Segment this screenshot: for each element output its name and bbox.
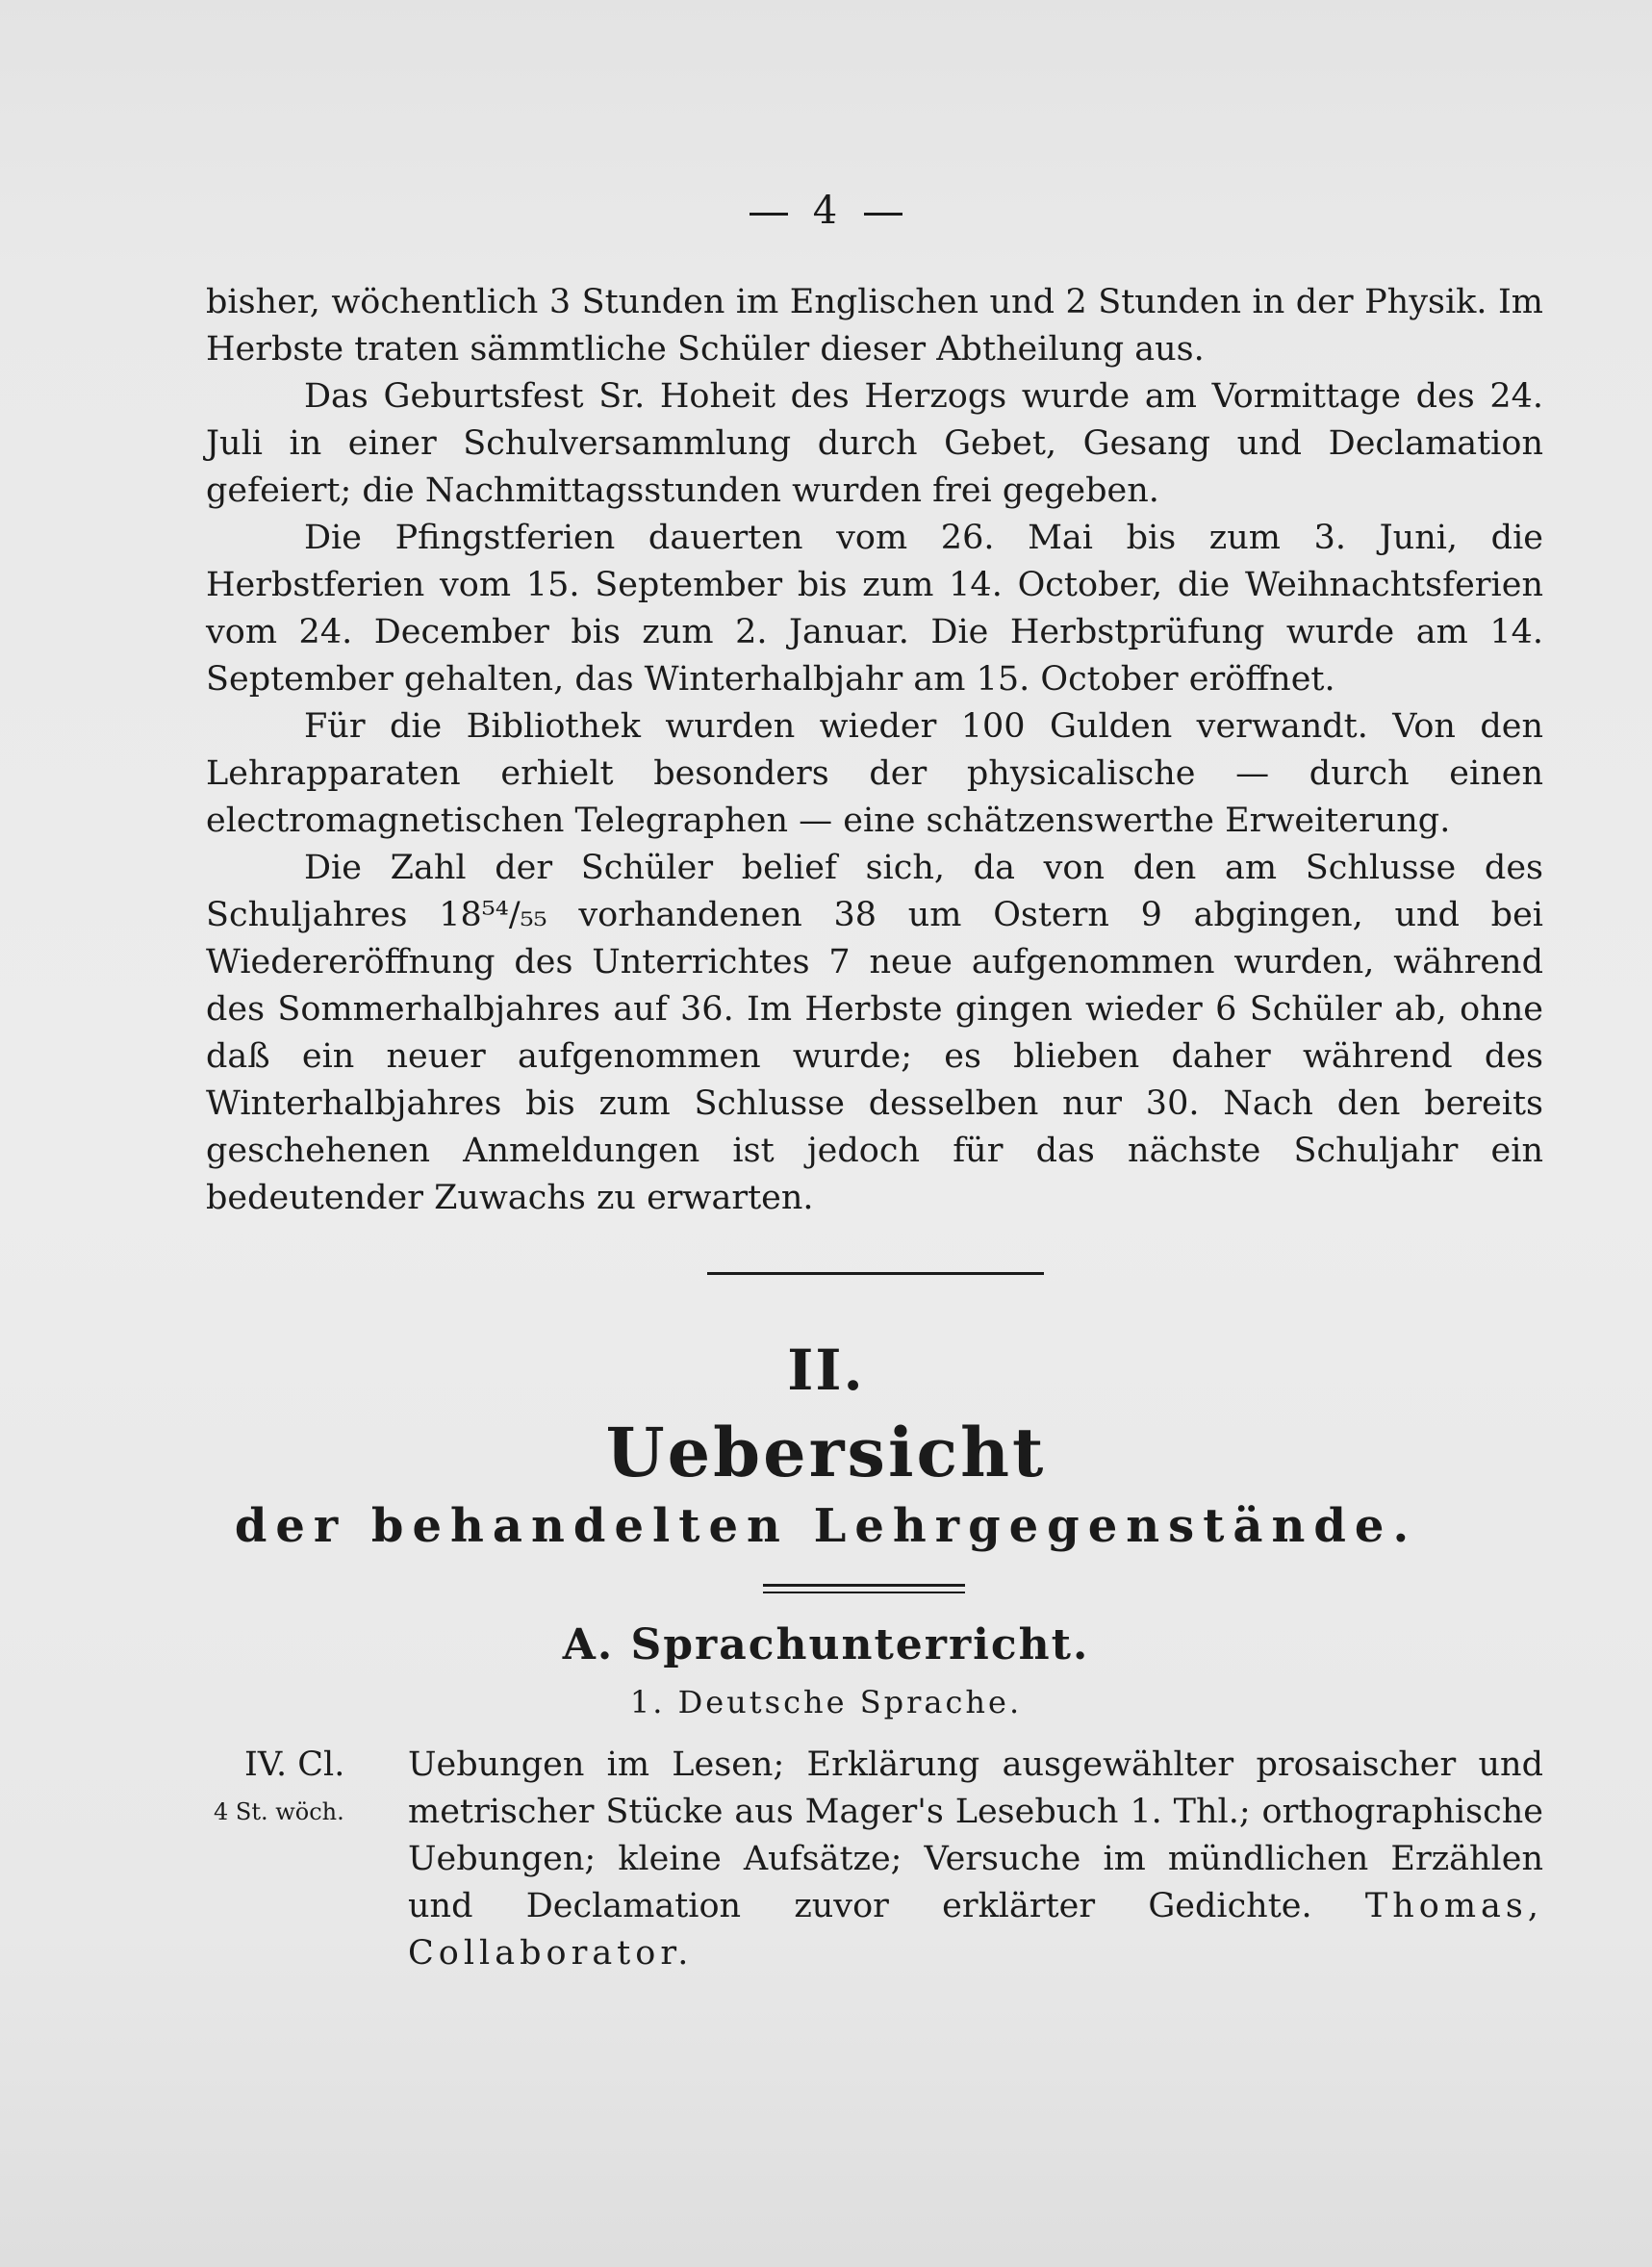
class-label: IV. Cl. — [244, 1745, 345, 1784]
teacher-signature: Thomas, Collaborator. — [408, 1887, 1543, 1973]
section-subtitle: der behandelten Lehrgegenstände. — [234, 1499, 1418, 1553]
paragraph-physics: bisher, wöchentlich 3 Stunden im Englischen und 2 Stunden in der Physik. Im Herbste traten sämmtliche Schüler dieser Abtheilung aus. — [206, 283, 1543, 369]
body-text — [206, 279, 1543, 1222]
paragraph-students: Die Zahl der Schüler belief sich, da von den am Schlusse des Schuljahres 18⁵⁴/₅₅ vorhandenen 38 um Ostern 9 abgingen, und bei Wiedereröffnung des Unterrichtes 7 neue aufgenommen wurden, während des Sommerhalbjahres auf 36. Im Herbste gingen wieder 6 Schüler ab, ohne daß ein neuer aufgenommen wurde; es blieben daher während des Winterhalbjahres bis zum Schlusse desselben nur 30. Nach den bereits geschehenen Anmeldungen ist jedoch für das nächste Schuljahr ein bedeutender Zuwachs zu erwarten. — [206, 849, 1543, 1217]
section-number: II. — [787, 1337, 865, 1403]
paragraph-holidays: Die Pfingstferien dauerten vom 26. Mai bis zum 3. Juni, die Herbstferien vom 15. September bis zum 14. October, die Weihnachtsferien vom 24. December bis zum 2. Januar. Die Herbstprüfung wurde am 14. September gehalten, das Winterhalbjahr am 15. October eröffnet. — [206, 519, 1543, 699]
paragraph-library: Für die Bibliothek wurden wieder 100 Gulden verwandt. Von den Lehrapparaten erhielt besonders der physicalische — durch einen electromagnetischen Telegraphen — eine schätzenswerthe Erweiterung. — [206, 707, 1543, 840]
subsection-subheading: 1. Deutsche Sprache. — [629, 1684, 1023, 1720]
right-dash — [864, 213, 902, 216]
subsection-heading: A. Sprachunterricht. — [562, 1620, 1090, 1669]
section-divider — [707, 1272, 1044, 1275]
class-hours: 4 St. wöch. — [214, 1798, 344, 1825]
left-dash — [750, 213, 788, 216]
double-rule — [763, 1584, 965, 1593]
class-entry-text — [408, 1742, 1543, 1977]
section-title: Uebersicht — [605, 1413, 1047, 1492]
page-number — [0, 189, 1652, 233]
paragraph-birthday: Das Geburtsfest Sr. Hoheit des Herzogs wurde am Vormittage des 24. Juli in einer Schulversammlung durch Gebet, Gesang und Declamation gefeiert; die Nachmittagsstunden wurden frei gegeben. — [206, 377, 1543, 510]
page-number-value: 4 — [812, 189, 840, 233]
class-entry-description: Uebungen im Lesen; Erklärung ausgewählter prosaischer und metrischer Stücke aus Mager's Lesebuch 1. Thl.; orthographische Uebungen; kleine Aufsätze; Versuche im mündlichen Erzählen und Declamation zuvor erklärter Gedichte. — [408, 1745, 1543, 1925]
